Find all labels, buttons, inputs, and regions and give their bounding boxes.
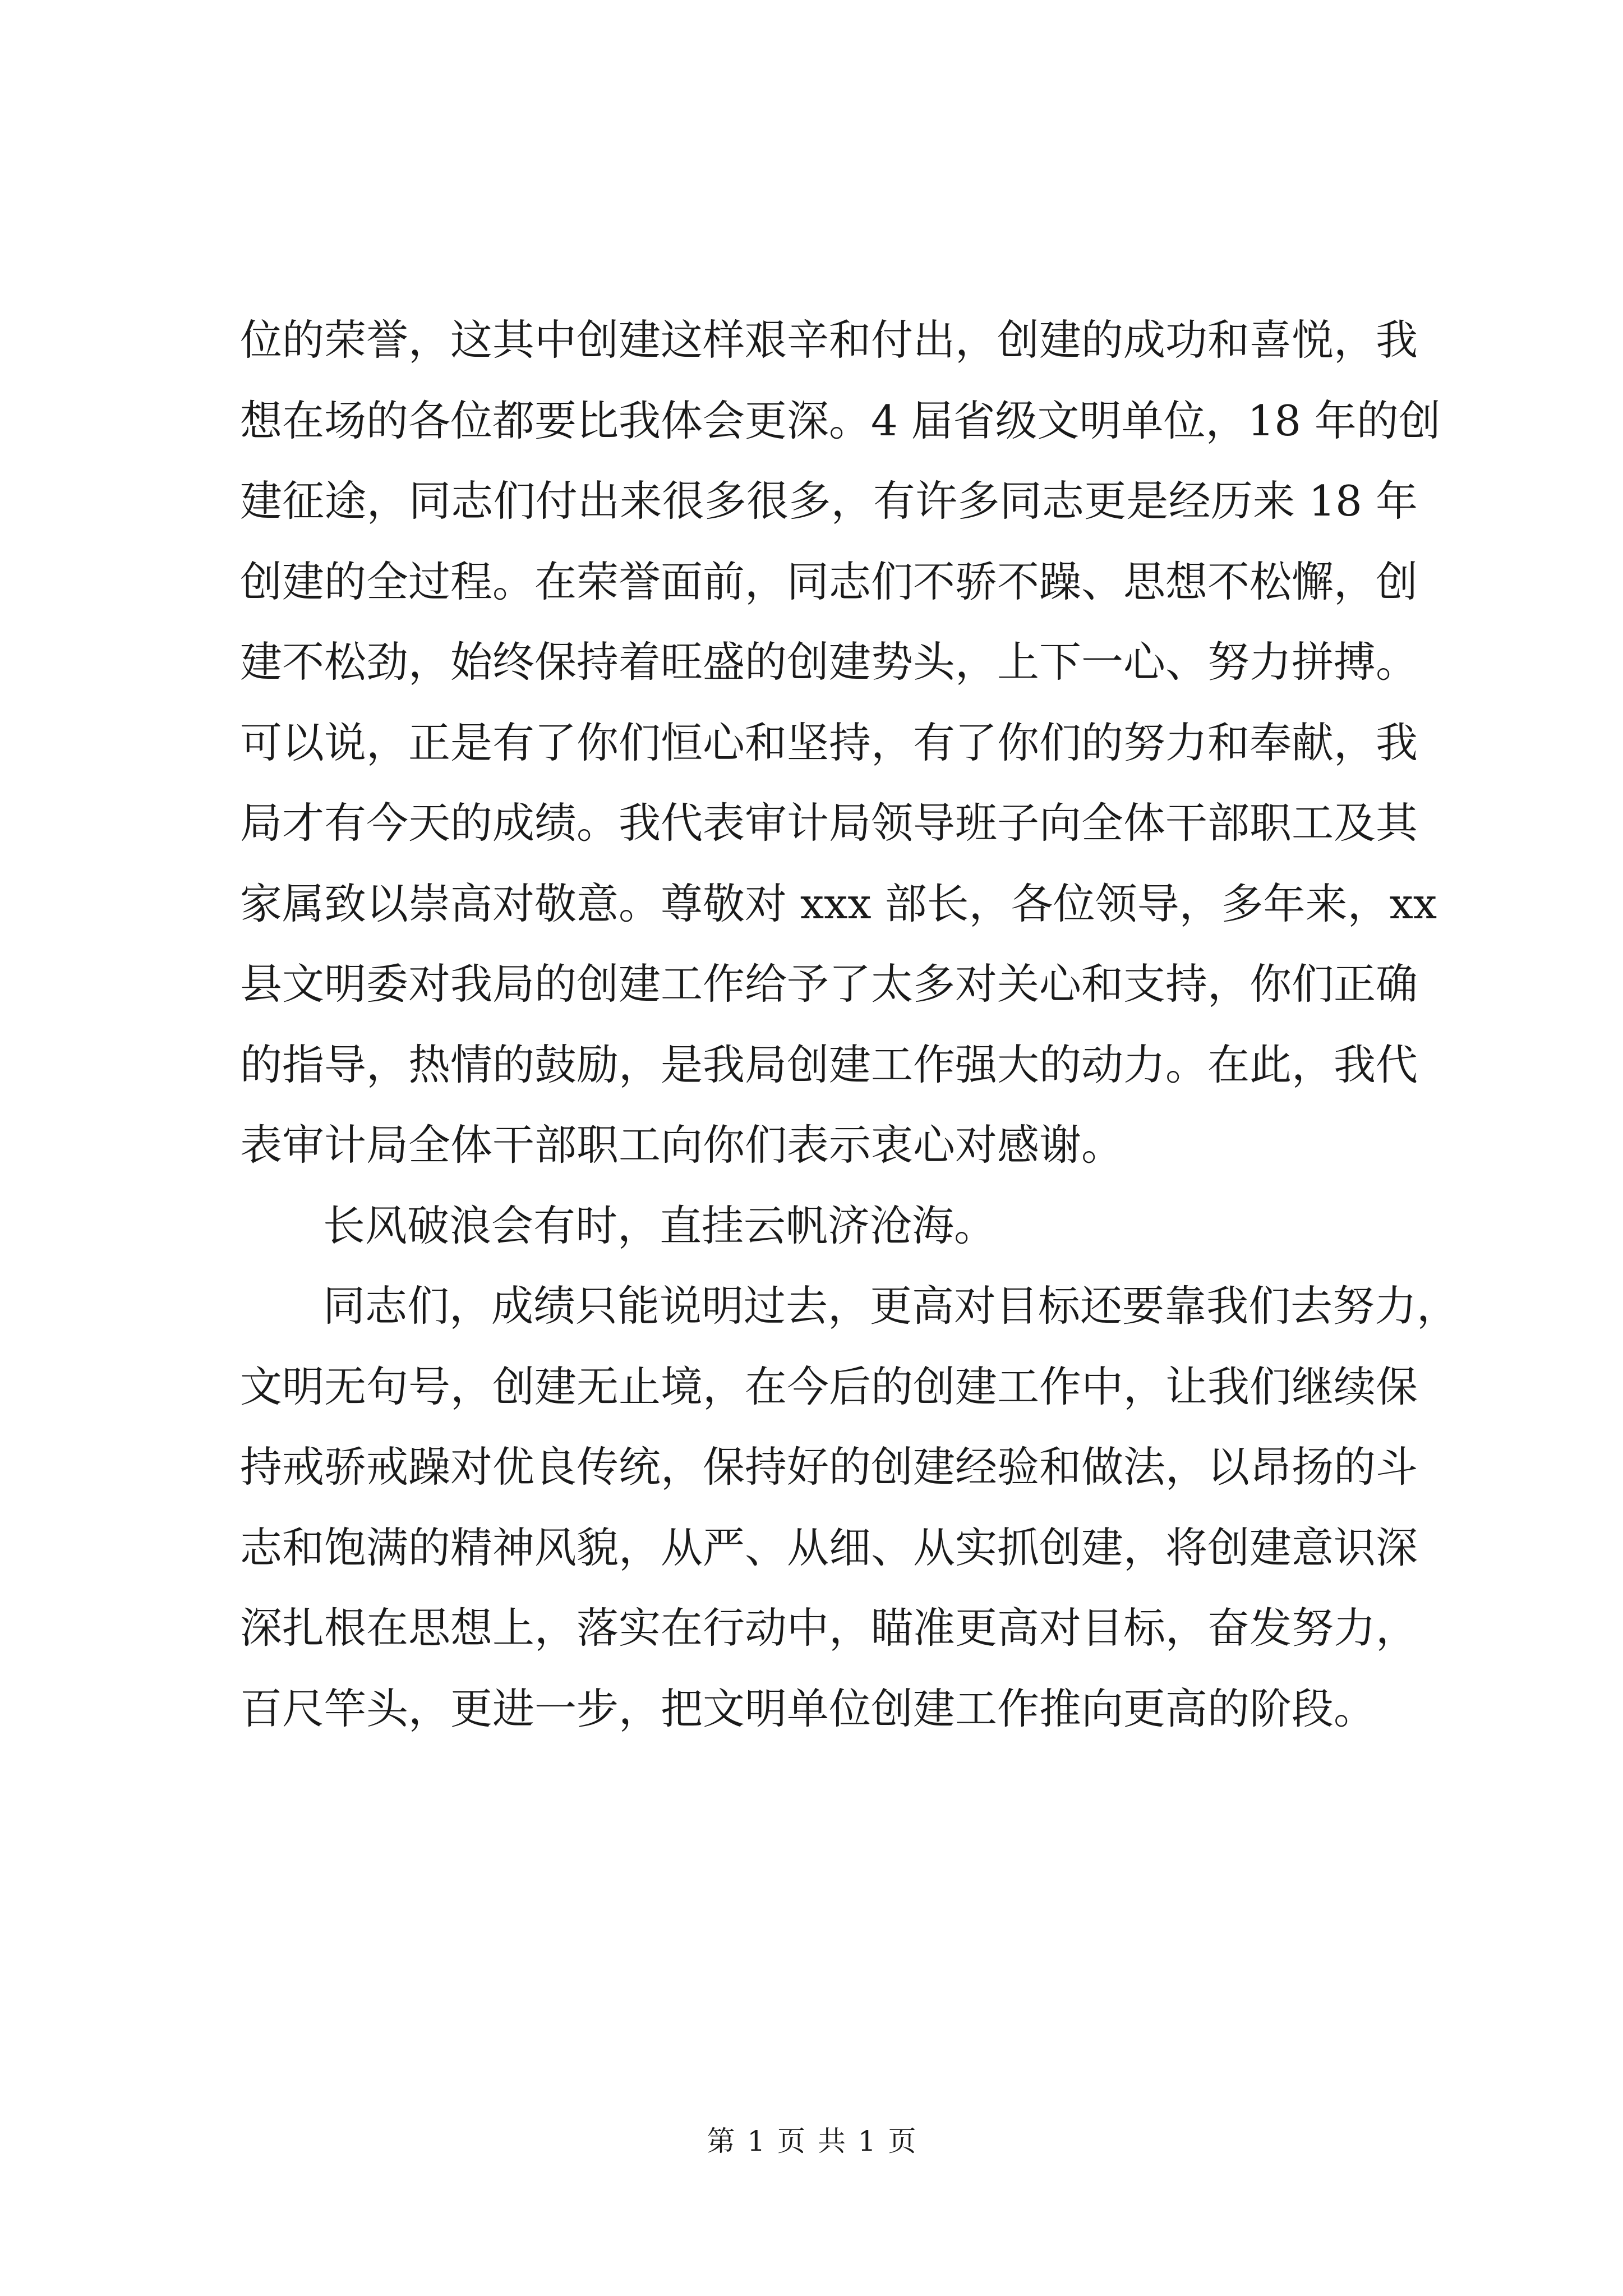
document-body bbox=[240, 300, 1459, 1749]
text-line: 长风破浪会有时，直挂云帆济沧海。 bbox=[323, 1200, 997, 1250]
text-line: 家属致以崇高对敬意。尊敬对 xxx 部长，各位领导，多年来，xx bbox=[240, 878, 1437, 928]
text-line: 可以说，正是有了你们恒心和坚持，有了你们的努力和奉献，我 bbox=[240, 717, 1418, 767]
text-line: 文明无句号，创建无止境，在今后的创建工作中，让我们继续保 bbox=[240, 1361, 1418, 1411]
text-line: 同志们，成绩只能说明过去，更高对目标还要靠我们去努力， bbox=[323, 1281, 1459, 1331]
text-line: 局才有今天的成绩。我代表审计局领导班子向全体干部职工及其 bbox=[240, 798, 1418, 848]
text-line: 创建的全过程。在荣誉面前，同志们不骄不躁、思想不松懈，创 bbox=[240, 556, 1418, 606]
text-line: 的指导，热情的鼓励，是我局创建工作强大的动力。在此，我代 bbox=[240, 1039, 1418, 1089]
text-line: 持戒骄戒躁对优良传统，保持好的创建经验和做法，以昂扬的斗 bbox=[240, 1442, 1418, 1492]
page-number-footer: 第 1 页 共 1 页 bbox=[707, 2125, 916, 2157]
text-line: 位的荣誉，这其中创建这样艰辛和付出，创建的成功和喜悦，我 bbox=[240, 315, 1418, 365]
text-line: 百尺竿头，更进一步，把文明单位创建工作推向更高的阶段。 bbox=[240, 1683, 1376, 1733]
text-line: 志和饱满的精神风貌，从严、从细、从实抓创建，将创建意识深 bbox=[240, 1522, 1418, 1572]
text-line: 想在场的各位都要比我体会更深。4 届省级文明单位，18 年的创 bbox=[240, 395, 1441, 445]
text-line: 建不松劲，始终保持着旺盛的创建势头，上下一心、努力拼搏。 bbox=[240, 637, 1418, 687]
text-line: 建征途，同志们付出来很多很多，有许多同志更是经历来 18 年 bbox=[240, 476, 1418, 526]
text-line: 深扎根在思想上，落实在行动中，瞄准更高对目标，奋发努力， bbox=[240, 1603, 1418, 1653]
text-line: 表审计局全体干部职工向你们表示衷心对感谢。 bbox=[240, 1120, 1124, 1170]
text-line: 县文明委对我局的创建工作给予了太多对关心和支持，你们正确 bbox=[240, 959, 1418, 1009]
